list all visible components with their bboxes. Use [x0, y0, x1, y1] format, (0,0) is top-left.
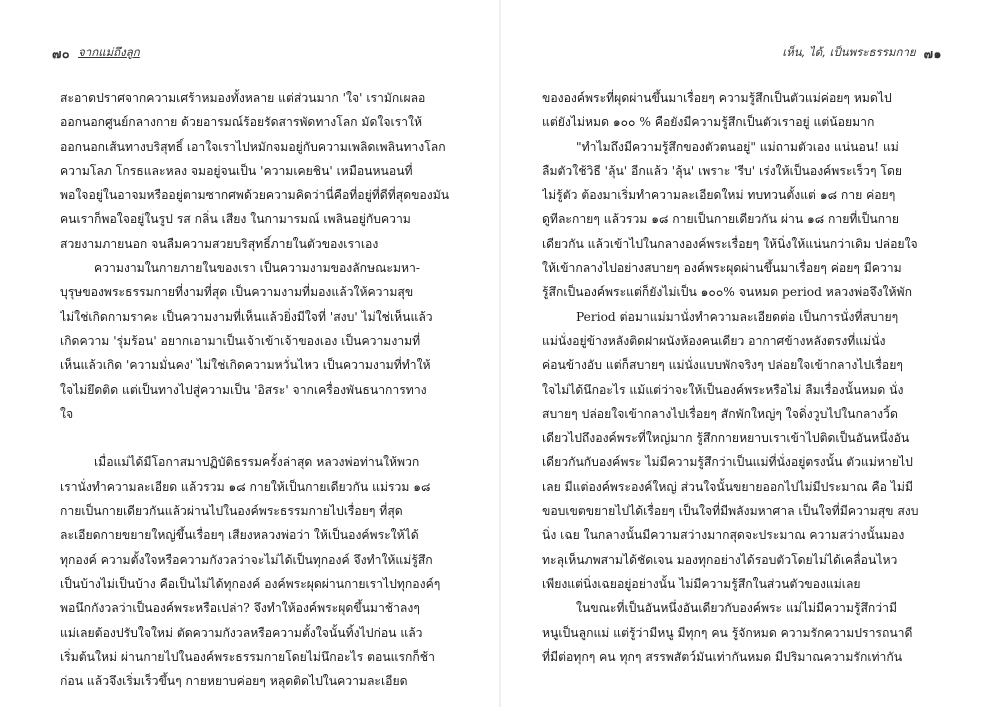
text-line: เห็นแล้วเกิด 'ความมั่นคง' ไม่ใช่เกิดความหวั่นไหว เป็นความงามที่ทำให้ [60, 358, 431, 373]
running-title: จากแม่ถึงลูก [78, 45, 140, 59]
text-line: ความงามในกายภายในของเรา เป็นความงามของลักษณะมหา- [94, 261, 420, 276]
text-line: ใจ [60, 406, 74, 421]
text-line: เรานั่งทำความละเอียด แล้วรวม ๑๘ กายให้เป็นกายเดียวกัน แม่รวม ๑๘ [60, 479, 431, 494]
text-line: หนูเป็นลูกแม่ แต่รู้ว่ามีหนู มีทุกๆ คน รู้จักหมด ความรักความปรารถนาดี [542, 625, 913, 640]
paragraph-gap [60, 426, 460, 450]
text-line: ที่มีต่อทุกๆ คน ทุกๆ สรรพสัตว์มันเท่ากันหมด มีปริมาณความรักเท่ากัน [542, 649, 903, 664]
text-line: ใจไม่ได้นึกอะไร แม้แต่ว่าจะให้เป็นองค์พระหรือไม่ ลืมเรื่องนั้นหมด นั่ง [542, 382, 904, 397]
text-line: คนเราก็พอใจอยู่ในรูป รส กลิ่น เสียง ในกามารมณ์ เพลินอยู่กับความ [60, 212, 411, 227]
right-page [500, 0, 1000, 707]
text-line: บุรุษของพระธรรมกายที่งามที่สุด เป็นความงามที่มองแล้วให้ความสุข [60, 285, 414, 300]
text-line: ความโลภ โกรธและหลง จมอยู่จนเป็น 'ความเคยชิน' เหมือนหนอนที่ [60, 163, 413, 178]
text-line: ค่อนข้างอับ แต่ก็สบายๆ แม่นั่งแบบพักจริงๆ ปล่อยใจเข้ากลางไปเรื่อยๆ [542, 358, 903, 373]
text-line: นิ่ง เฉย ในกลางนั้นมีความสว่างมากสุดจะประมาณ ความสว่างนั้นมอง [542, 528, 905, 543]
right-page-header [782, 44, 942, 64]
text-line: Period ต่อมาแม่มานั่งทำความละเอียดต่อ เป็นการนั่งที่สบายๆ [576, 309, 899, 324]
left-page-body [60, 86, 460, 693]
text-line: ใจไม่ยึดติด แต่เป็นทางไปสู่ความเป็น 'อิสระ' จากเครื่องพันธนาการทาง [60, 382, 427, 397]
text-line: เริ่มต้นใหม่ ผ่านกายไปในองค์พระธรรมกายโดยไม่นึกอะไร ตอนแรกก็ช้า [60, 649, 435, 664]
text-line: สวยงามภายนอก จนลืมความสวยบริสุทธิ์ภายในตัวของเราเอง [60, 236, 379, 251]
text-line: ลืมตัวใช้วิธี 'ลุ้น' อีกแล้ว 'ลุ้น' เพราะ 'รีบ' เร่งให้เป็นองค์พระเร็วๆ โดย [542, 163, 903, 178]
text-line: ขององค์พระที่ผุดผ่านขึ้นมาเรื่อยๆ ความรู้สึกเป็นตัวแม่ค่อยๆ หมดไป [542, 91, 892, 105]
page-number: ๗๑ [923, 46, 942, 61]
text-line: ทะลุเห็นภพสามได้ชัดเจน มองทุกอย่างได้รอบตัวโดยไม่ได้เคลื่อนไหว [542, 552, 898, 567]
text-line: ขอบเขตขยายไปได้เรื่อยๆ เป็นใจที่มีพลังมหาศาล เป็นใจที่มีความสุข สงบ [542, 504, 919, 519]
text-line: เกิดความ 'รุ่มร้อน' อยากเอามาเป็นเจ้าเข้าเจ้าของเอง เป็นความงามที่ [60, 333, 421, 348]
text-line: ก่อน แล้วจึงเริ่มเร็วขึ้นๆ กายหยาบค่อยๆ หลุดติดไปในความละเอียด [60, 674, 408, 689]
text-line: เดียวไปถึงองค์พระที่ใหญ่มาก รู้สึกกายหยาบเราเข้าไปติดเป็นอันหนึ่งอัน [542, 431, 910, 446]
text-line: รู้สึกเป็นองค์พระแต่ก็ยังไม่เป็น ๑๐๐% จนหมด period หลวงพ่อจึงให้พัก [542, 285, 912, 300]
text-line: สะอาดปราศจากความเศร้าหมองทั้งหลาย แต่ส่วนมาก 'ใจ' เรามักเผลอ [60, 91, 426, 105]
running-title: เห็น, ได้, เป็นพระธรรมกาย [782, 45, 916, 59]
text-line: "ทำไมถึงมีความรู้สึกของตัวตนอยู่" แม่ถามตัวเอง แน่นอน! แม่ [576, 139, 899, 154]
text-line: แม่นั่งอยู่ข้างหลังติดฝาผนังห้องคนเดียว อากาศข้างหลังตรงที่แม่นั่ง [542, 333, 886, 348]
text-line: เลย มีแต่องค์พระองค์ใหญ่ ส่วนใจนั้นขยายออกไปไม่มีประมาณ คือ ไม่มี [542, 479, 914, 494]
text-line: ละเอียดกายขยายใหญ่ขึ้นเรื่อยๆ เสียงหลวงพ่อว่า ให้เป็นองค์พระให้ได้ [60, 528, 419, 543]
text-line: กายเป็นกายเดียวกันแล้วผ่านไปในองค์พระธรรมกายไปเรื่อยๆ ที่สุด [60, 504, 403, 519]
text-line: แม่เลยต้องปรับใจใหม่ ตัดความกังวลหรือความตั้งใจนั้นทิ้งไปก่อน แล้ว [60, 625, 423, 640]
text-line: สบายๆ ปล่อยใจเข้ากลางไปเรื่อยๆ สักพักใหญ่ๆ ใจดิ่งวูบไปในกลางวิ้ด [542, 406, 898, 421]
text-line: ในขณะที่เป็นอันหนึ่งอันเดียวกับองค์พระ แม่ไม่มีความรู้สึกว่ามี [576, 601, 897, 616]
text-line: เดียวกัน แล้วเข้าไปในกลางองค์พระเรื่อยๆ ให้นิ่งให้แน่นกว่าเดิม ปล่อยใจ [542, 236, 918, 251]
text-line: เพียงแต่นิ่งเฉยอยู่อย่างนั้น ไม่มีความรู้สึกในส่วนตัวของแม่เลย [542, 576, 861, 591]
text-line: ไม่รู้ตัว ต้องมาเริ่มทำความละเอียดใหม่ ทบทวนตั้งแต่ ๑๘ กาย ค่อยๆ [542, 188, 896, 203]
text-line: พอนึกกังวลว่าเป็นองค์พระหรือเปล่า? จึงทำให้องค์พระผุดขึ้นมาช้าลงๆ [60, 601, 420, 616]
left-page-header [52, 44, 140, 64]
page-number: ๗๐ [52, 46, 71, 61]
text-line: ออกนอกเส้นทางบริสุทธิ์ เอาใจเราไปหมักจมอยู่กับความเพลิดเพลินทางโลก [60, 139, 446, 154]
right-page-body [542, 86, 942, 669]
text-line: เป็นบ้างไม่เป็นบ้าง คือเป็นไม่ได้ทุกองค์ องค์พระผุดผ่านกายเราไปทุกองค์ๆ [60, 576, 441, 591]
text-line: ทุกองค์ ความตั้งใจหรือความกังวลว่าจะไม่ได้เป็นทุกองค์ จึงทำให้แม่รู้สึก [60, 552, 433, 567]
text-line: ดูทีละกายๆ แล้วรวม ๑๘ กายเป็นกายเดียวกัน ผ่าน ๑๘ กายที่เป็นกาย [542, 212, 900, 227]
text-line: ไม่ใช่เกิดกามราคะ เป็นความงามที่เห็นแล้วยิ่งมีใจที่ 'สงบ' ไม่ใช่เห็นแล้ว [60, 309, 433, 324]
text-line: ออกนอกศูนย์กลางกาย ด้วยอารมณ์ร้อยรัดสารพัดทางโลก มัดใจเราให้ [60, 115, 423, 130]
text-line: เดียวกันกับองค์พระ ไม่มีความรู้สึกว่าเป็นแม่ที่นั่งอยู่ตรงนั้น ตัวแม่หายไป [542, 455, 913, 470]
text-line: เมื่อแม่ได้มีโอกาสมาปฏิบัติธรรมครั้งล่าสุด หลวงพ่อท่านให้พวก [94, 455, 420, 470]
text-line: ให้เข้ากลางไปอย่างสบายๆ องค์พระผุดผ่านขึ้นมาเรื่อยๆ ค่อยๆ มีความ [542, 261, 902, 276]
text-line: แต่ยังไม่หมด ๑๐๐ % คือยังมีความรู้สึกเป็นตัวเราอยู่ แต่น้อยมาก [542, 115, 875, 130]
text-line: พอใจอยู่ในอาจมหรืออยู่ตามซากศพด้วยความคิดว่านี่คือที่อยู่ที่ดีที่สุดของมัน [60, 188, 450, 203]
